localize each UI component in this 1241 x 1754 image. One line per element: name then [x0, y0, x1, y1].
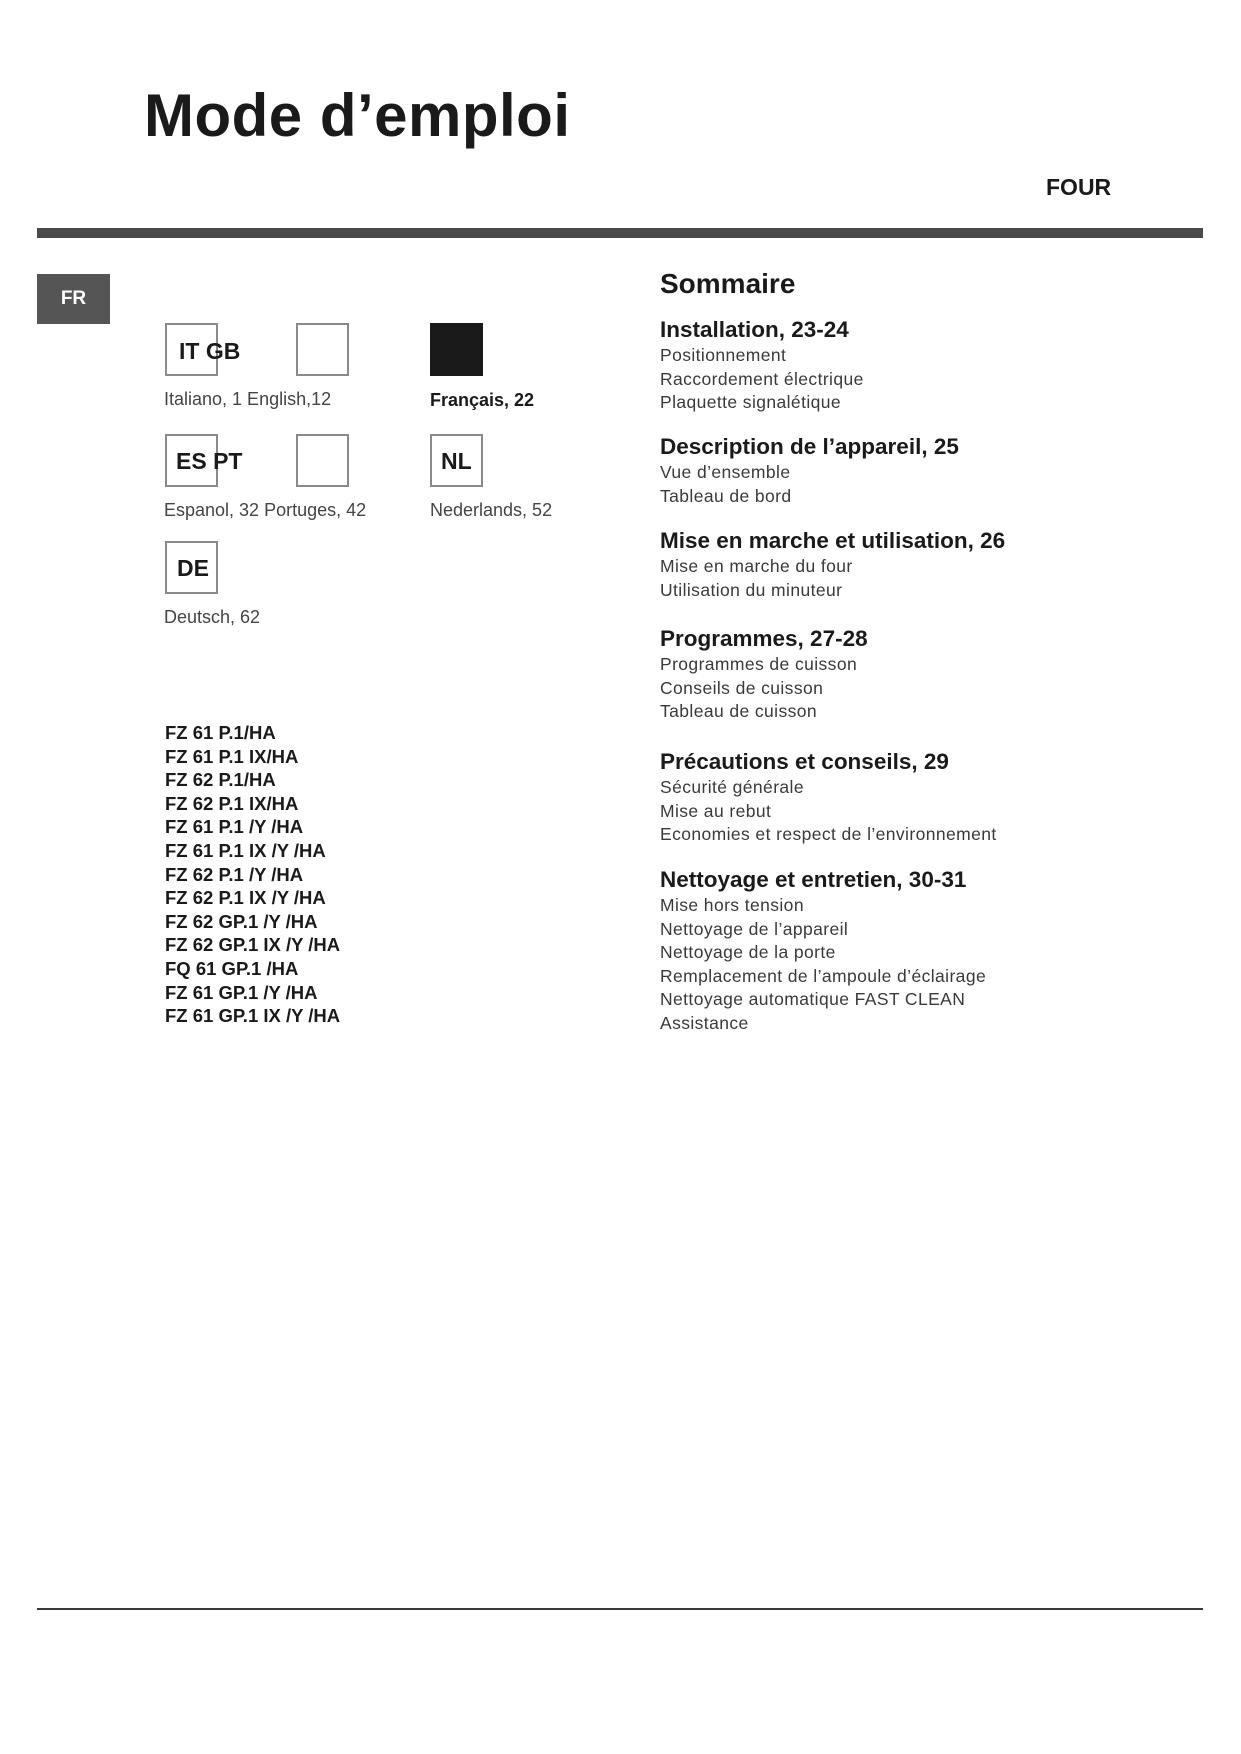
model-item: FZ 61 P.1 IX /Y /HA: [165, 839, 326, 861]
lang-code-it-gb: IT GB: [179, 338, 241, 364]
model-item: FZ 62 P.1/HA: [165, 769, 276, 791]
toc-heading: Installation, 23-24: [660, 317, 849, 342]
toc-heading: Description de l’appareil, 25: [660, 434, 959, 459]
model-item: FZ 62 P.1 IX /Y /HA: [165, 887, 326, 909]
lang-box-pt: [296, 434, 349, 487]
lang-box-fr-selected: [430, 323, 483, 376]
toc-heading: Nettoyage et entretien, 30-31: [660, 867, 967, 892]
toc-item: Mise en marche du four: [660, 556, 853, 576]
toc-item: Nettoyage automatique FAST CLEAN: [660, 989, 966, 1009]
toc-item: Vue d’ensemble: [660, 462, 791, 482]
toc-item: Sécurité générale: [660, 777, 804, 797]
toc-item: Mise hors tension: [660, 895, 804, 915]
toc-item: Tableau de cuisson: [660, 701, 818, 721]
toc-section-precautions: [660, 748, 997, 847]
lang-code-nl: NL: [441, 448, 472, 474]
toc-item: Plaquette signalétique: [660, 392, 842, 412]
toc-item: Nettoyage de la porte: [660, 942, 836, 962]
lang-box-gb: [296, 323, 349, 376]
toc-heading: Mise en marche et utilisation, 26: [660, 528, 1006, 553]
toc-section-installation: [660, 316, 864, 415]
language-tab: FR: [37, 274, 110, 324]
toc-item: Mise au rebut: [660, 800, 772, 821]
page-title: Mode d’emploi: [144, 82, 571, 149]
lang-caption-it-gb: Italiano, 1 English,12: [164, 389, 332, 409]
toc-heading: Programmes, 27-28: [660, 626, 868, 651]
lang-code-es-pt: ES PT: [176, 448, 243, 474]
model-item: FZ 62 P.1 /Y /HA: [165, 863, 304, 885]
toc-section-description: [660, 433, 959, 508]
toc-heading: Précautions et conseils, 29: [660, 749, 949, 774]
toc-item: Utilisation du minuteur: [660, 579, 843, 600]
header-divider: [37, 228, 1203, 238]
lang-caption-nl: Nederlands, 52: [430, 500, 553, 520]
lang-code-de: DE: [177, 555, 209, 581]
toc-item: Nettoyage de l’appareil: [660, 918, 849, 939]
model-item: FZ 61 GP.1 /Y /HA: [165, 981, 318, 1003]
model-item: FZ 61 P.1 IX/HA: [165, 745, 299, 767]
model-item: FZ 62 GP.1 IX /Y /HA: [165, 934, 341, 956]
toc-item: Programmes de cuisson: [660, 654, 858, 674]
model-item: FZ 61 P.1/HA: [165, 722, 276, 743]
toc-title: Sommaire: [660, 268, 796, 299]
product-type: FOUR: [1046, 174, 1112, 200]
model-list: [165, 721, 340, 1028]
lang-caption-de: Deutsch, 62: [164, 607, 261, 627]
toc-item: Remplacement de l’ampoule d’éclairage: [660, 965, 987, 986]
toc-section-mise-en-marche: [660, 527, 1005, 602]
model-item: FZ 61 GP.1 IX /Y /HA: [165, 1005, 341, 1027]
model-item: FZ 62 P.1 IX/HA: [165, 792, 299, 814]
toc-item: Positionnement: [660, 345, 787, 365]
model-item: FQ 61 GP.1 /HA: [165, 957, 299, 979]
lang-caption-fr: Français, 22: [430, 390, 535, 410]
toc-section-nettoyage: [660, 866, 986, 1035]
toc-item: Conseils de cuisson: [660, 677, 824, 698]
toc-section-programmes: [660, 625, 868, 724]
model-item: FZ 62 GP.1 /Y /HA: [165, 910, 318, 932]
model-item: FZ 61 P.1 /Y /HA: [165, 816, 304, 838]
toc-item: Tableau de bord: [660, 485, 792, 506]
toc-item: Raccordement électrique: [660, 368, 864, 389]
footer-divider: [37, 1608, 1203, 1610]
toc-item: Assistance: [660, 1012, 749, 1033]
toc-item: Economies et respect de l’environnement: [660, 824, 997, 844]
lang-caption-es-pt: Espanol, 32 Portuges, 42: [164, 500, 367, 520]
